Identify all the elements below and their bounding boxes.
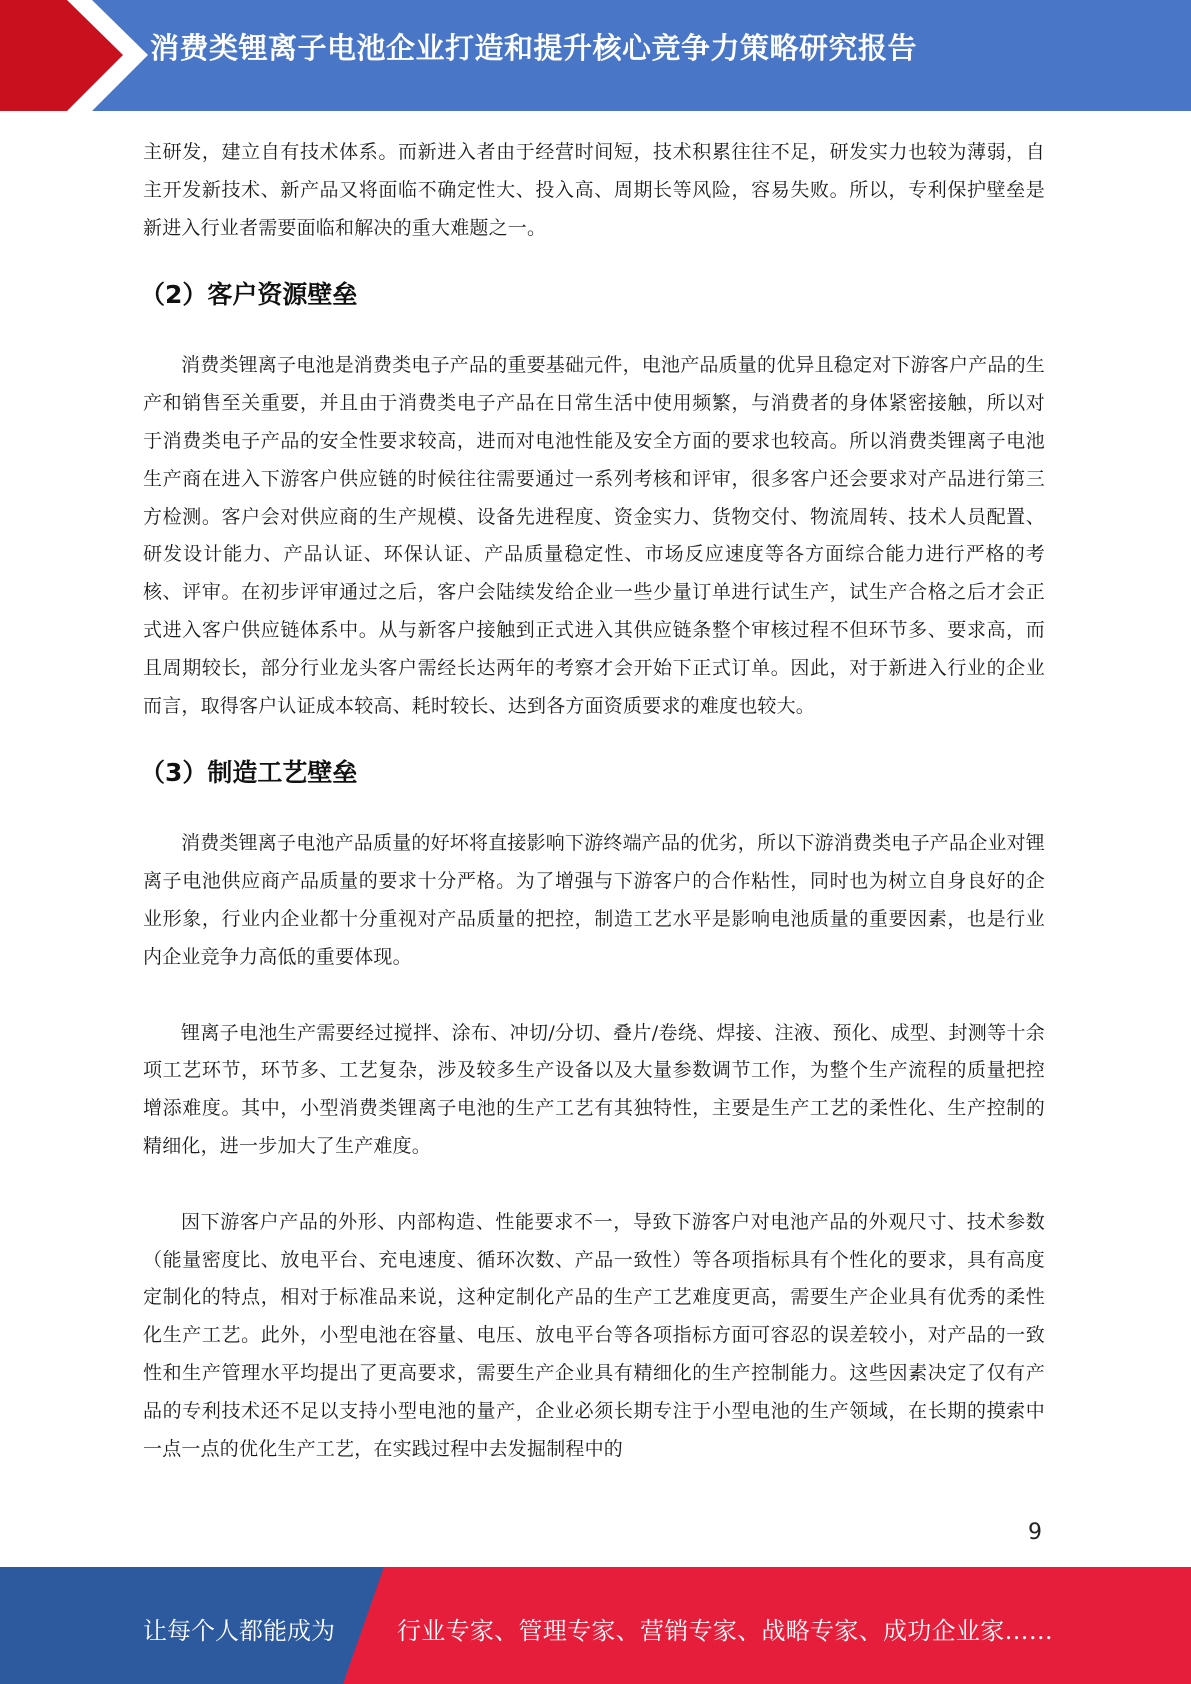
section-heading-3: （3）制造工艺壁垒 [140,758,358,788]
page-header [0,0,1191,111]
section-heading-2: （2）客户资源壁垒 [140,280,358,310]
report-title: 消费类锂离子电池企业打造和提升核心竞争力策略研究报告 [150,31,918,65]
paragraph-1: 主研发，建立自有技术体系。而新进入者由于经营时间短，技术积累往往不足，研发实力也较为薄弱，自主开发新技术、新产品又将面临不确定性大、投入高、周期长等风险，容易失败。所以，专利保护壁垒是新进入行业者需要面临和解决的重大难题之一。 [143,141,1045,239]
page-footer [0,1567,1191,1684]
paragraph-3: 消费类锂离子电池产品质量的好坏将直接影响下游终端产品的优劣，所以下游消费类电子产品企业对锂离子电池供应商产品质量的要求十分严格。为了增强与下游客户的合作粘性，同时也为树立自身良好的企业形象，行业内企业都十分重视对产品质量的把控，制造工艺水平是影响电池质量的重要因素，也是行业内企业竞争力高低的重要体现。 [143,832,1046,968]
footer-slogan-left: 让每个人都能成为 [143,1617,335,1645]
paragraph-4: 锂离子电池生产需要经过搅拌、涂布、冲切/分切、叠片/卷绕、焊接、注液、预化、成型、封测等十余项工艺环节，环节多、工艺复杂，涉及较多生产设备以及大量参数调节工作，为整个生产流程的质量把控增添难度。其中，小型消费类锂离子电池的生产工艺有其独特性，主要是生产工艺的柔性化、生产控制的精细化，进一步加大了生产难度。 [143,1021,1045,1157]
paragraph-2: 消费类锂离子电池是消费类电子产品的重要基础元件，电池产品质量的优异且稳定对下游客户产品的生产和销售至关重要，并且由于消费类电子产品在日常生活中使用频繁，与消费者的身体紧密接触，所以对于消费类电子产品的安全性要求较高，进而对电池性能及安全方面的要求也较高。所以消费类锂离子电池生产商在进入下游客户供应链的时候往往需要通过一系列考核和评审，很多客户还会要求对产品进行第三方检测。客户会对供应商的生产规模、设备先进程度、资金实力、货物交付、物流周转、技术人员配置、研发设计能力、产品认证、环保认证、产品质量稳定性、市场反应速度等各方面综合能力进行严格的考核、评审。在初步评审通过之后，客户会陆续发给企业一些少量订单进行试生产，试生产合格之后才会正式进入客户供应链体系中。从与新客户接触到正式进入其供应链条整个审核过程不但环节多、要求高，而且周期较长，部分行业龙头客户需经长达两年的考察才会开始下正式订单。因此，对于新进入行业的企业而言，取得客户认证成本较高、耗时较长、达到各方面资质要求的难度也较大。 [143,354,1046,717]
paragraph-5: 因下游客户产品的外形、内部构造、性能要求不一，导致下游客户对电池产品的外观尺寸、技术参数（能量密度比、放电平台、充电速度、循环次数、产品一致性）等各项指标具有个性化的要求，具有高度定制化的特点，相对于标准品来说，这种定制化产品的生产工艺难度更高，需要生产企业具有优秀的柔性化生产工艺。此外，小型电池在容量、电压、放电平台等各项指标方面可容忍的误差较小，对产品的一致性和生产管理水平均提出了更高要求，需要生产企业具有精细化的生产控制能力。这些因素决定了仅有产品的专利技术还不足以支持小型电池的量产，企业必须长期专注于小型电池的生产领域，在长期的摸索中一点一点的优化生产工艺，在实践过程中去发掘制程中的 [143,1210,1045,1460]
page-number: 9 [1028,1520,1042,1545]
page-content [140,134,1046,1468]
footer-slogan-right: 行业专家、管理专家、营销专家、战略专家、成功企业家…… [397,1617,1054,1645]
